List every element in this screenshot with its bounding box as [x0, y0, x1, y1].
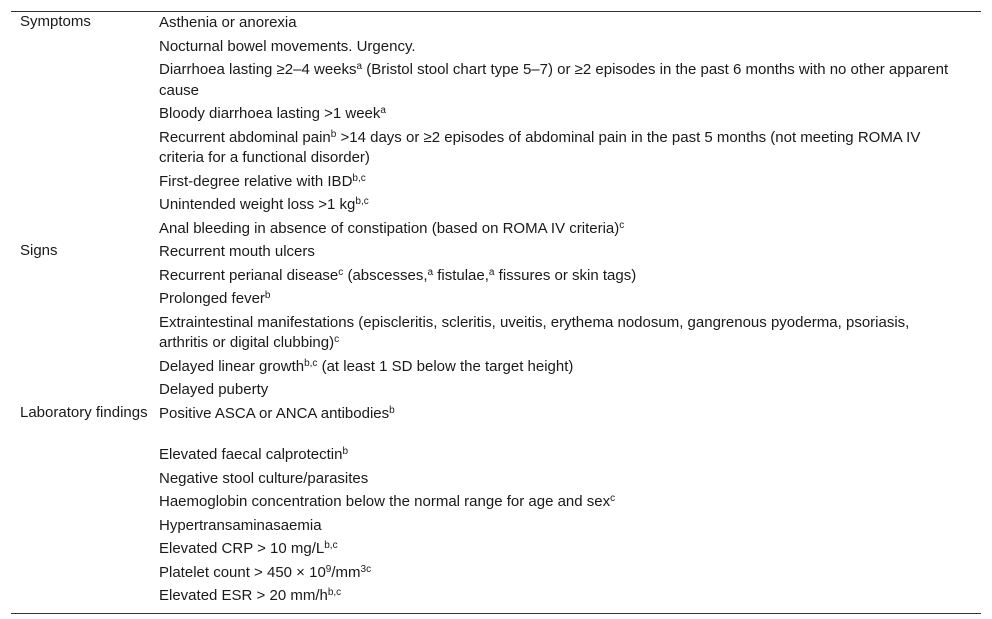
footnote-marker: b	[389, 404, 395, 416]
footnote-marker: 9	[325, 563, 332, 575]
footnote-marker: c	[610, 493, 616, 504]
criterion-text-part: Asthenia or anorexia	[159, 14, 297, 31]
criterion-text-part: Unintended weight loss >1 kg	[159, 196, 356, 213]
criterion-text	[159, 538, 981, 562]
category-label: Laboratory findings	[20, 403, 148, 421]
criterion-text-part: Elevated ESR > 20 mm/h	[159, 587, 328, 604]
criterion-text-part: Nocturnal bowel movements. Urgency.	[159, 37, 416, 55]
criterion-text	[159, 288, 981, 312]
criterion-text	[159, 12, 981, 36]
footnote-marker: b	[264, 290, 271, 301]
criterion-text	[159, 194, 981, 218]
footnote-marker: a	[488, 266, 495, 278]
criterion-text-part: /mm	[331, 563, 361, 581]
criterion-text-part: Recurrent perianal disease	[159, 266, 339, 284]
criterion-text-part: Diarrhoea lasting ≥2–4 weeks	[159, 61, 357, 78]
criterion-text-part: Elevated CRP > 10 mg/L	[159, 540, 325, 557]
criteria-table	[11, 11, 981, 614]
footnote-marker: c	[338, 266, 344, 278]
footnote-marker: c	[619, 219, 625, 231]
criterion-text-part: Hypertransaminasaemia	[159, 516, 322, 534]
criteria-table-body	[11, 12, 981, 609]
table-row	[11, 241, 981, 265]
criterion-text-part: Negative stool culture/parasites	[159, 469, 369, 487]
criterion-text-part: Recurrent abdominal pain	[159, 128, 331, 146]
criterion-text	[159, 491, 981, 515]
footnote-marker: b,c	[352, 172, 366, 184]
criterion-text-part: Haemoglobin concentration below the normal range for age and sex	[159, 493, 611, 510]
criterion-text-part: >14 days or ≥2 episodes of abdominal pain in the past 5 months (not meeting ROMA IV criteria for a functional disorder)	[159, 128, 921, 166]
category-label: Signs	[20, 242, 58, 259]
criterion-text-part: (abscesses,	[343, 266, 428, 284]
footnote-marker: b,c	[324, 540, 338, 551]
criterion-text	[159, 36, 981, 60]
criterion-text-part: Positive ASCA or ANCA antibodies	[159, 404, 390, 422]
criterion-text-part: Elevated faecal calprotectin	[159, 446, 343, 463]
criterion-text	[159, 468, 981, 492]
footnote-marker: a	[356, 61, 363, 72]
criterion-text-part: Delayed linear growth	[159, 357, 305, 375]
footnote-marker: b,c	[355, 196, 369, 207]
criterion-text-part: Platelet count > 450 × 10	[159, 563, 326, 581]
footnote-marker: a	[380, 105, 386, 116]
criterion-text	[159, 265, 981, 289]
criterion-text-part: fissures or skin tags)	[494, 266, 637, 284]
criterion-text	[159, 171, 981, 195]
criterion-text	[159, 585, 981, 609]
criterion-text	[159, 515, 981, 539]
criterion-text-part: fistulae,	[433, 266, 489, 284]
criterion-text-part: Delayed puberty	[159, 381, 269, 398]
criterion-text-part: Bloody diarrhoea lasting >1 week	[159, 105, 381, 122]
criterion-text-part: Recurrent mouth ulcers	[159, 243, 315, 260]
footnote-marker: b,c	[327, 587, 342, 598]
criterion-text-part: First-degree relative with IBD	[159, 172, 353, 190]
criterion-text-part: Extraintestinal manifestations (episcleritis, scleritis, uveitis, erythema nodosum, gangrenous pyoderma, psoriasis, arthritis or digital clubbing)	[159, 313, 910, 351]
criterion-text	[159, 356, 981, 380]
criterion-text	[159, 241, 981, 265]
criterion-text	[159, 379, 981, 403]
criterion-text	[159, 444, 981, 468]
criterion-text-part: Anal bleeding in absence of constipation (based on ROMA IV criteria)	[159, 219, 620, 237]
table-row	[11, 403, 981, 445]
criterion-text	[159, 312, 981, 356]
criteria-table-grid	[11, 12, 981, 609]
criterion-text	[159, 218, 981, 242]
criterion-text	[159, 127, 981, 171]
footnote-marker: b	[330, 128, 337, 140]
criterion-text-part: Prolonged fever	[159, 290, 265, 307]
criterion-text-part: (at least 1 SD below the target height)	[317, 357, 574, 375]
footnote-marker: c	[334, 334, 340, 345]
footnote-marker: 3c	[360, 563, 372, 575]
category-label: Symptoms	[20, 13, 91, 30]
footnote-marker: b	[342, 446, 349, 457]
criterion-text	[159, 403, 981, 445]
criterion-text	[159, 103, 981, 127]
footnote-marker: a	[427, 266, 434, 278]
footnote-marker: b,c	[304, 357, 318, 369]
criterion-text	[159, 59, 981, 103]
criterion-text-part: (Bristol stool chart type 5–7) or ≥2 episodes in the past 6 months with no other apparent cause	[159, 61, 949, 99]
criterion-text	[159, 562, 981, 586]
table-row	[11, 12, 981, 36]
